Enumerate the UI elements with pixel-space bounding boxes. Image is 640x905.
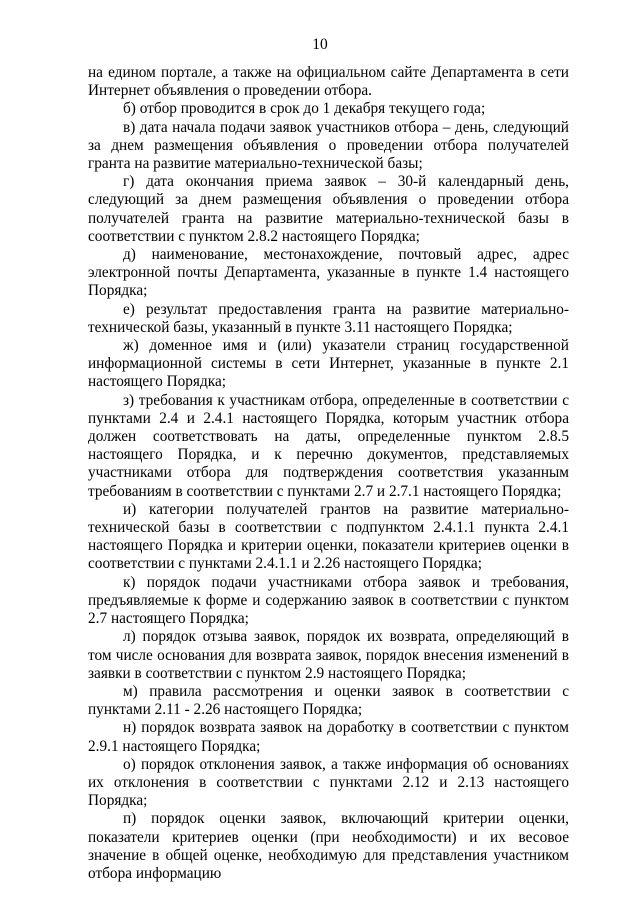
paragraph-m: м) правила рассмотрения и оценки заявок в соответствии с пунктами 2.11 - 2.26 настоящего Порядка; [88, 682, 569, 719]
paragraph-zh: ж) доменное имя и (или) указатели страниц государственной информационной системы в сети Интернет, указанные в пункте 2.1 настоящего Порядка; [88, 337, 569, 391]
paragraph-g: г) дата окончания приема заявок – 30-й календарный день, следующий за днем размещения объявления о проведении отбора получателей гранта на развитие материально-технической базы в соответствии с пунктом 2.8.2 настоящего Порядка; [88, 173, 569, 245]
paragraph-k: к) порядок подачи участниками отбора заявок и требования, предъявляемые к форме и содержанию заявок в соответствии с пунктом 2.7 настоящего Порядка; [88, 573, 569, 628]
paragraph-v: в) дата начала подачи заявок участников отбора – день, следующий за днем размещения объявления о проведении отбора получателей гранта на развитие материально-технической базы; [88, 118, 569, 173]
body-text [88, 64, 569, 883]
paragraph-p: п) порядок оценки заявок, включающий критерии оценки, показатели критериев оценки (при необходимости) и их весовое значение в общей оценке, необходимую для представления участником отбора информацию [88, 810, 569, 882]
paragraph-n: н) порядок возврата заявок на доработку в соответствии с пунктом 2.9.1 настоящего Порядка; [88, 719, 569, 755]
paragraph-i: и) категории получателей грантов на развитие материально-технической базы в соответствии с подпунктом 2.4.1.1 пункта 2.4.1 настоящего Порядка и критерии оценки, показатели критериев оценки в соответствии с пунктами 2.4.1.1 и 2.26 настоящего Порядка; [88, 500, 569, 573]
paragraph-z: з) требования к участникам отбора, определенные в соответствии с пунктами 2.4 и 2.4.1 настоящего Порядка, которым участник отбора должен соответствовать на даты, определенные пунктом 2.8.5 настоящего Порядка, и к перечню документов, представляемых участниками отбора для подтверждения соответствия указанным требованиям в соответствии с пунктами 2.7 и 2.7.1 настоящего Порядка; [88, 391, 569, 500]
paragraph-l: л) порядок отзыва заявок, порядок их возврата, определяющий в том числе основания для возврата заявок, порядок внесения изменений в заявки в соответствии с пунктом 2.9 настоящего Порядка; [88, 628, 569, 682]
paragraph-o: о) порядок отклонения заявок, а также информация об основаниях их отклонения в соответствии с пунктами 2.12 и 2.13 настоящего Порядка; [88, 755, 569, 810]
paragraph-b: б) отбор проводится в срок до 1 декабря текущего года; [123, 100, 486, 118]
paragraph-continuation: на едином портале, а также на официальном сайте Департамента в сети Интернет объявления о проведении отбора. [88, 64, 569, 100]
page-number: 10 [312, 36, 328, 53]
paragraph-d: д) наименование, местонахождение, почтовый адрес, адрес электронной почты Департамента, указанные в пункте 1.4 настоящего Порядка; [88, 246, 569, 300]
paragraph-e: е) результат предоставления гранта на развитие материально-технической базы, указанный в пункте 3.11 настоящего Порядка; [88, 300, 569, 336]
